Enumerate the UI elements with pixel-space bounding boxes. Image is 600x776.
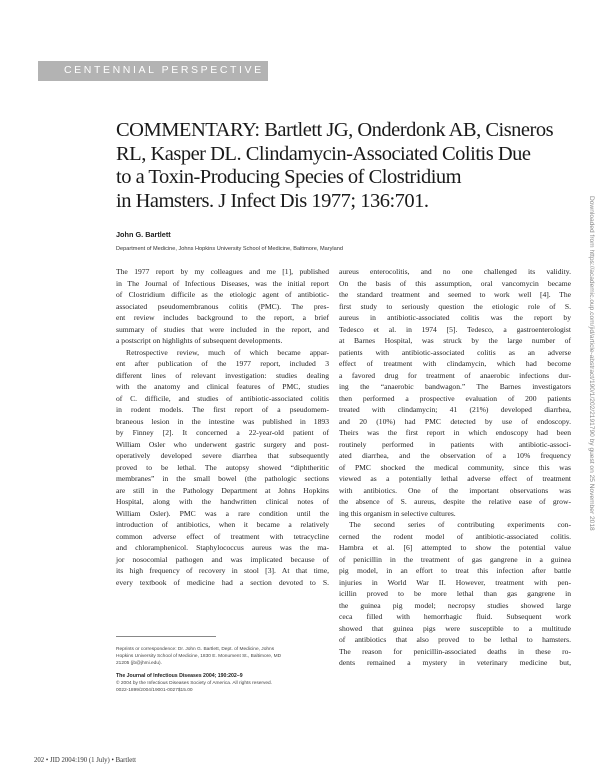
page-footer: 202 • JID 2004:190 (1 July) • Bartlett [34, 757, 136, 764]
body-line: associated pseudomembranous colitis (PMC). The pres- [116, 301, 329, 311]
body-line: Hospital, along with the handwritten clinical notes of [116, 497, 329, 506]
footnote-divider [116, 636, 216, 637]
body-line: of Clostridium difficile as the etiologic agent of antibiotic- [116, 290, 329, 299]
body-line: in rodent models. The first report of a pseudomem- [116, 405, 329, 414]
body-line: first study to seriously question the etiologic role of S. [339, 301, 571, 311]
body-line: ing this organism in selective cultures. [339, 508, 456, 518]
body-line: William Osler who underwent gastric surgery and post- [116, 439, 329, 449]
article-title [116, 119, 586, 213]
body-line: treated with clindamycin; 41 (21%) developed diarrhea, [339, 405, 571, 414]
body-line: Theirs was the first report in which endoscopy had been [339, 428, 571, 437]
body-line: routinely performed in patients with antibiotic-associ- [339, 439, 571, 449]
body-line: ent after publication of the 1977 report, included 3 [116, 359, 329, 368]
body-line: and 20 (10%) had PMC detected by use of endoscopy. [339, 416, 571, 426]
body-line: a favored drug for treatment of anaerobic infections dur- [339, 370, 571, 380]
author-name: John G. Bartlett [116, 230, 171, 239]
body-line: Retrospective review, much of which became appar- [126, 347, 329, 357]
body-line: aureus enterocolitis, and no one challenged its validity. [339, 267, 571, 276]
journal-citation: The Journal of Infectious Diseases 2004; 190:202–9 [116, 672, 243, 679]
body-line: of antibiotics that also proved to be lethal to hamsters. [339, 635, 571, 644]
body-line: at Barnes Hospital, was struck by the large number of [339, 336, 571, 345]
body-line: with the anatomy and clinical features of PMC, studies [116, 382, 329, 391]
footnote-line: Hopkins University School of Medicine, 1830 E. Monument St., Baltimore, MD [116, 654, 282, 660]
body-column-left [116, 266, 329, 588]
body-line: the standard treatment and seemed to work well [4]. The [339, 290, 571, 299]
body-line: of penicillin in the treatment of gas gangrene in a guinea [339, 554, 571, 564]
body-line: common adverse effect of treatment with tetracycline [116, 531, 329, 541]
body-line: a postscript on highlights of subsequent developments. [116, 336, 283, 345]
body-line: patients with antibiotic-associated colitis as an adverse [339, 347, 571, 357]
body-line: are still in the Pathology Department at Johns Hopkins [116, 485, 329, 495]
body-line: of PMC shocked the medical community, since this was [339, 462, 571, 472]
body-line: different lines of relevant investigation: studies dealing [116, 370, 329, 380]
body-line: braneous lesion in the intestine was published in 1893 [116, 416, 329, 426]
body-line: with antibiotics. One of the important observations was [339, 485, 571, 495]
body-line: viewed as a potentially lethal adverse effect of treatment [339, 474, 571, 483]
body-line: effect of treatment with clindamycin, which had become [339, 359, 571, 368]
body-line: icillin proved to be more lethal than gas gangrene in [339, 589, 571, 598]
body-line: its high frequency of recovery in stool [3]. At that time, [116, 566, 329, 575]
body-line: ated diarrhea, and the observation of a 10% frequency [339, 451, 571, 460]
body-line: ing the “anaerobic bandwagon.” The Barnes investigators [339, 382, 571, 391]
body-line: The 1977 report by my colleagues and me [1], published [116, 267, 329, 276]
body-line: jor nosocomial pathogen and was implicated because of [116, 554, 329, 564]
body-line: proved to be lethal. The autopsy showed “diphtheritic [116, 462, 329, 472]
body-line: membranes” in the small bowel (the pathologic sections [116, 474, 329, 483]
body-line: then performed a prospective evaluation of 200 patients [339, 393, 571, 403]
body-line: pig model, in an effort to treat this infection after battle [339, 566, 571, 575]
title-line: in Hamsters. J Infect Dis 1977; 136:701. [116, 189, 429, 212]
body-line: Hambra et al. [6] attempted to show the potential value [339, 543, 571, 552]
body-line: every textbook of medicine had a section devoted to S. [116, 577, 329, 587]
body-line: injuries in World War II. However, treatment with pen- [339, 577, 571, 587]
body-line: dents remained a mystery in veterinary medicine but, [339, 658, 571, 667]
title-line: RL, Kasper DL. Clindamycin-Associated Colitis Due [116, 142, 531, 165]
footnote-line: Reprints or correspondence: Dr. John G. Bartlett, Dept. of Medicine, Johns [116, 647, 275, 652]
body-line: William Osler). PMC was a rare condition until the [116, 508, 329, 518]
title-line: COMMENTARY: Bartlett JG, Onderdonk AB, Cisneros [116, 119, 554, 141]
body-line: aureus in antibiotic-associated colitis was the report by [339, 313, 571, 322]
copyright-line: 0022-1899/2004/19001-0027$15.00 [116, 688, 193, 694]
author-affiliation: Department of Medicine, Johns Hopkins University School of Medicine, Baltimore, Maryland [116, 246, 343, 252]
body-line: operatively developed severe diarrhea that subsequently [116, 451, 329, 460]
body-line: the guinea pig model; necropsy studies showed large [339, 600, 571, 610]
footnotes [116, 646, 331, 694]
section-banner [38, 61, 268, 81]
body-line: of C. difficile, and studies of antibiotic-associated colitis [116, 393, 329, 403]
body-line: introduction of antibiotics, when it became a relatively [116, 520, 329, 529]
body-line: Tedesco et al. in 1974 [5]. Tedesco, a gastroenterologist [339, 324, 571, 334]
body-line: On the basis of this assumption, oral vancomycin became [339, 278, 571, 288]
body-line: The reason for penicillin-associated deaths in these ro- [339, 646, 571, 656]
body-line: ceca filled with hemorrhagic fluid. Subsequent work [339, 612, 571, 621]
body-line: the absence of S. aureus, despite the relative ease of grow- [339, 497, 571, 506]
title-line: to a Toxin-Producing Species of Clostridium [116, 166, 462, 188]
footnote-line: 21205 (jb@jhmi.edu). [116, 661, 162, 667]
download-watermark [586, 196, 596, 666]
body-line: by Finney [2]. It concerned a 22-year-old patient of [116, 428, 329, 437]
body-line: showed that guinea pigs were susceptible to a multitude [339, 623, 571, 633]
copyright-line: © 2004 by the Infectious Diseases Society of America. All rights reserved. [116, 680, 273, 686]
body-line: summary of studies that were included in the report, and [116, 324, 329, 334]
body-line: The second series of contributing experiments con- [349, 520, 571, 529]
section-banner-label: CENTENNIAL PERSPECTIVE [64, 64, 264, 76]
body-column-right [339, 266, 571, 669]
download-watermark-text: Downloaded from https://academic.oup.com/jid/article-abstract/190/1/202/2191790 by guest on 25 November 2018 [588, 196, 595, 531]
body-line: cerned the rodent model of antibiotic-associated colitis. [339, 531, 571, 541]
body-line: and chloramphenicol. Staphylococcus aureus was the ma- [116, 543, 329, 552]
body-line: in The Journal of Infectious Diseases, was the initial report [116, 278, 329, 288]
body-line: ent review includes background to the report, a brief [116, 313, 329, 322]
